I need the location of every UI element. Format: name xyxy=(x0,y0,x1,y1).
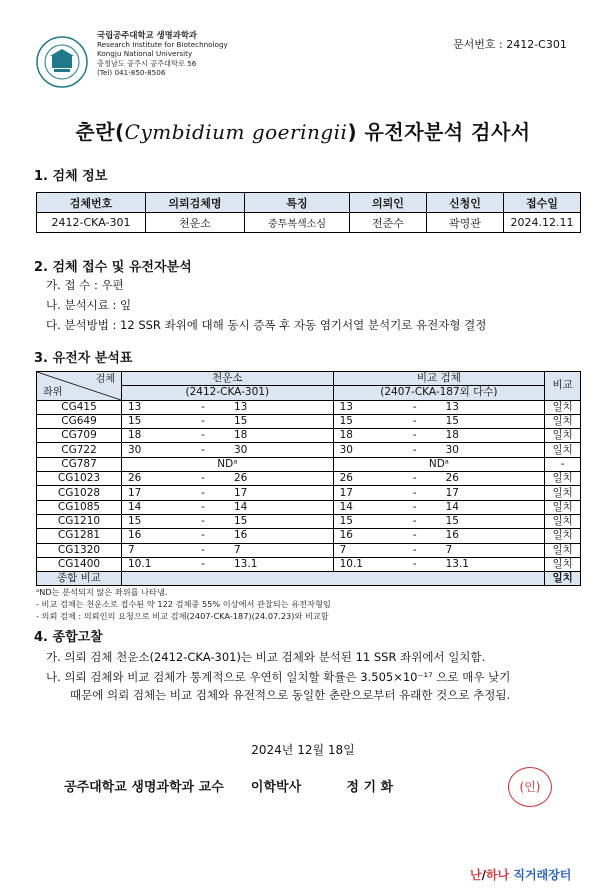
cell: 13 xyxy=(333,400,390,414)
cell: - xyxy=(390,443,440,457)
cell: - xyxy=(178,472,228,486)
cell: CG722 xyxy=(37,443,122,457)
footnote: ᵃND는 분석되지 않은 좌위를 나타냄. xyxy=(36,587,168,597)
cell: CG1028 xyxy=(37,486,122,500)
cell: 2024.12.11 xyxy=(504,213,581,233)
genotype-rows xyxy=(37,400,581,572)
institution-line: Kongju National University xyxy=(97,49,193,59)
section-2-heading: 2. 검체 접수 및 유전자분석 xyxy=(34,260,192,275)
cell: 일치 xyxy=(545,500,581,514)
cell: 17 xyxy=(440,486,545,500)
summary-value: 일치 xyxy=(545,572,581,586)
sample-line: 나. 분석시료 : 잎 xyxy=(46,298,132,312)
reception-line: 가. 접 수 : 우편 xyxy=(46,278,124,292)
table-row xyxy=(37,529,581,543)
table-row xyxy=(37,213,581,233)
cell: 13 xyxy=(440,400,545,414)
sample2-id: (2407-CKA-187외 다수) xyxy=(333,386,545,400)
header-locus-label: 좌위 xyxy=(43,386,63,398)
cell: 30 xyxy=(122,443,179,457)
cell: 15 xyxy=(122,414,179,428)
cell: - xyxy=(178,486,228,500)
cell: 2412-CKA-301 xyxy=(37,213,146,233)
table-row xyxy=(37,429,581,443)
cell: - xyxy=(178,557,228,571)
cell: 15 xyxy=(122,514,179,528)
cell: 10.1 xyxy=(122,557,179,571)
cell: 15 xyxy=(333,414,390,428)
header-sample-label: 검체 xyxy=(95,374,115,385)
header-cell: 접수일 xyxy=(504,193,581,213)
header-cell: 의뢰인 xyxy=(350,193,427,213)
cell: 26 xyxy=(440,472,545,486)
cell: 중투복색소심 xyxy=(245,213,350,233)
cell: CG1281 xyxy=(37,529,122,543)
cell: 일치 xyxy=(545,400,581,414)
cell: 일치 xyxy=(545,529,581,543)
cell: 15 xyxy=(228,514,333,528)
table-header-row xyxy=(37,372,581,386)
cell: 일치 xyxy=(545,472,581,486)
table-row xyxy=(37,543,581,557)
cell: 7 xyxy=(122,543,179,557)
table-row xyxy=(37,472,581,486)
cell: - xyxy=(178,414,228,428)
table-row xyxy=(37,443,581,457)
cell: 13.1 xyxy=(440,557,545,571)
cell: 18 xyxy=(440,429,545,443)
document-title xyxy=(0,116,606,145)
cell: CG1085 xyxy=(37,500,122,514)
cell: CG709 xyxy=(37,429,122,443)
section-4-heading: 4. 종합고찰 xyxy=(34,630,103,645)
header-cell: 신청인 xyxy=(427,193,504,213)
method-line: 다. 분석방법 : 12 SSR 좌위에 대해 동시 증폭 후 자동 염기서열 분석기로 유전자형 결정 xyxy=(46,318,487,332)
cell: 일치 xyxy=(545,514,581,528)
cell: - xyxy=(178,443,228,457)
cell: 17 xyxy=(333,486,390,500)
sample2-header: 비교 검체 xyxy=(333,372,545,386)
document-number: 문서번호 : 2412-C301 xyxy=(453,38,567,51)
cell: 30 xyxy=(228,443,333,457)
cell: CG415 xyxy=(37,400,122,414)
remark-header: 비교 xyxy=(545,372,581,401)
cell: 15 xyxy=(440,414,545,428)
institution-line: Research Institute for Biotechnology xyxy=(97,40,228,50)
cell: 일치 xyxy=(545,414,581,428)
cell: 일치 xyxy=(545,486,581,500)
genotype-table xyxy=(36,371,581,586)
table-row xyxy=(37,500,581,514)
header-cell: 검체번호 xyxy=(37,193,146,213)
cell: CG1210 xyxy=(37,514,122,528)
cell: 26 xyxy=(333,472,390,486)
cell: 17 xyxy=(122,486,179,500)
table-row xyxy=(37,514,581,528)
cell: - xyxy=(390,543,440,557)
table-row xyxy=(37,457,581,471)
summary-blank xyxy=(122,572,545,586)
cell: 16 xyxy=(333,529,390,543)
cell: 26 xyxy=(122,472,179,486)
cell: 7 xyxy=(333,543,390,557)
cell: 일치 xyxy=(545,557,581,571)
cell: - xyxy=(390,500,440,514)
brand-part: 직거래장터 xyxy=(509,868,572,882)
header-corner-cell xyxy=(37,372,122,401)
cell: CG787 xyxy=(37,457,122,471)
brand-sep: / xyxy=(481,868,486,882)
cell: CG1320 xyxy=(37,543,122,557)
cell: 7 xyxy=(228,543,333,557)
cell: 18 xyxy=(333,429,390,443)
cell: - xyxy=(390,514,440,528)
cell: 천운소 xyxy=(146,213,245,233)
brand-part: 난 xyxy=(470,868,482,882)
conclusion-paragraph-2-cont: 때문에 의뢰 검체는 비교 검체와 유전적으로 동일한 춘란으로부터 유래한 것으로 추정됨. xyxy=(70,688,511,702)
footnote: - 의뢰 검체 : 의뢰인의 요청으로 비교 검체(2407-CKA-187)(24.07.23)와 비교함 xyxy=(36,611,329,621)
brand-watermark xyxy=(470,866,571,883)
cell: - xyxy=(545,457,581,471)
cell: 30 xyxy=(333,443,390,457)
cell: 14 xyxy=(228,500,333,514)
footnote: - 비교 검체는 천운소로 접수된 약 122 검체중 55% 이상에서 관찰되는 유전자형임 xyxy=(36,599,331,609)
title-prefix: 춘란( xyxy=(75,120,125,144)
institution-line: (Tel) 041-850-8506 xyxy=(97,67,166,77)
cell: 13.1 xyxy=(228,557,333,571)
cell: - xyxy=(178,514,228,528)
cell: - xyxy=(178,529,228,543)
cell: 전준수 xyxy=(350,213,427,233)
sample1-id: (2412-CKA-301) xyxy=(122,386,334,400)
cell: - xyxy=(390,529,440,543)
cell: - xyxy=(178,400,228,414)
cell: 일치 xyxy=(545,443,581,457)
cell: 18 xyxy=(122,429,179,443)
cell: - xyxy=(390,414,440,428)
section-3-heading: 3. 유전자 분석표 xyxy=(34,351,133,366)
cell: - xyxy=(390,486,440,500)
sample-info-table xyxy=(36,192,581,233)
cell: 7 xyxy=(440,543,545,557)
cell: 16 xyxy=(228,529,333,543)
issue-date: 2024년 12월 18일 xyxy=(251,743,355,757)
cell: NDᵃ xyxy=(122,457,334,471)
cell: 17 xyxy=(228,486,333,500)
brand-part: 하나 xyxy=(485,868,510,882)
cell: - xyxy=(178,543,228,557)
cell: NDᵃ xyxy=(333,457,545,471)
signature-line: 공주대학교 생명과학과 교수 이학박사 정 기 화 xyxy=(64,780,394,795)
cell: 10.1 xyxy=(333,557,390,571)
institution-line: 충청남도 공주시 공주대학로 56 xyxy=(97,58,197,68)
cell: 16 xyxy=(122,529,179,543)
conclusion-paragraph-1: 가. 의뢰 검체 천운소(2412-CKA-301)는 비교 검체와 분석된 11 SSR 좌위에서 일치함. xyxy=(46,650,486,664)
table-row xyxy=(37,414,581,428)
table-row xyxy=(37,486,581,500)
cell: - xyxy=(390,472,440,486)
cell: 26 xyxy=(228,472,333,486)
header-cell: 의뢰검체명 xyxy=(146,193,245,213)
cell: 일치 xyxy=(545,429,581,443)
institution-line: 국립공주대학교 생명과학과 xyxy=(97,30,197,40)
cell: 14 xyxy=(333,500,390,514)
cell: - xyxy=(390,429,440,443)
cell: 15 xyxy=(228,414,333,428)
summary-label: 종합 비교 xyxy=(37,572,122,586)
section-1-heading: 1. 검체 정보 xyxy=(34,169,108,184)
table-row xyxy=(37,557,581,571)
university-seal-logo xyxy=(36,36,88,88)
cell: - xyxy=(390,557,440,571)
table-header-row xyxy=(37,193,581,213)
cell: 14 xyxy=(122,500,179,514)
conclusion-paragraph-2: 나. 의뢰 검체와 비교 검체가 통계적으로 우연히 일치할 확률은 3.505×10⁻¹⁷ 으로 매우 낮기 xyxy=(46,670,511,684)
cell: CG649 xyxy=(37,414,122,428)
cell: - xyxy=(178,500,228,514)
cell: - xyxy=(178,429,228,443)
cell: CG1023 xyxy=(37,472,122,486)
title-species: Cymbidium goeringii xyxy=(124,120,348,144)
cell: 16 xyxy=(440,529,545,543)
cell: 13 xyxy=(122,400,179,414)
title-suffix: ) 유전자분석 검사서 xyxy=(347,120,531,144)
official-stamp: (인) xyxy=(508,767,552,807)
cell: - xyxy=(390,400,440,414)
sample1-header: 천운소 xyxy=(122,372,334,386)
cell: 15 xyxy=(333,514,390,528)
cell: 곽영관 xyxy=(427,213,504,233)
cell: 15 xyxy=(440,514,545,528)
summary-row xyxy=(37,572,581,586)
cell: 13 xyxy=(228,400,333,414)
header-cell: 특징 xyxy=(245,193,350,213)
institution-info xyxy=(97,31,228,77)
cell: 일치 xyxy=(545,543,581,557)
cell: CG1400 xyxy=(37,557,122,571)
cell: 14 xyxy=(440,500,545,514)
cell: 18 xyxy=(228,429,333,443)
cell: 30 xyxy=(440,443,545,457)
table-row xyxy=(37,400,581,414)
